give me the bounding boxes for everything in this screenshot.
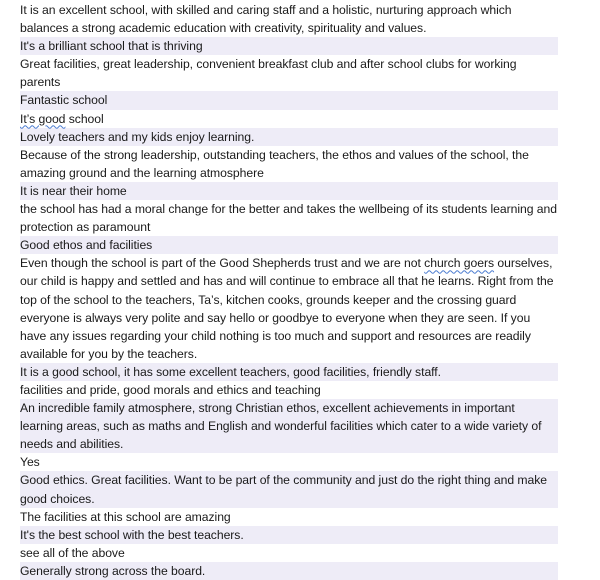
response-row: The facilities at this school are amazing: [20, 508, 558, 526]
response-row: Good ethics. Great facilities. Want to be part of the community and just do the right thing and make good choices.: [20, 471, 558, 507]
response-row: Great facilities, great leadership, convenient breakfast club and after school clubs for working parents: [20, 55, 558, 91]
response-row: Generally strong across the board.: [20, 562, 558, 580]
response-row: [20, 254, 558, 363]
response-row: It's the best school with the best teachers.: [20, 526, 558, 544]
response-row: [20, 110, 558, 128]
response-row: It is near their home: [20, 182, 558, 200]
response-row: Good ethos and facilities: [20, 236, 558, 254]
response-row: Yes: [20, 453, 558, 471]
response-row: It is a good school, it has some excellent teachers, good facilities, friendly staff.: [20, 363, 558, 381]
response-row: It's a brilliant school that is thriving: [20, 37, 558, 55]
response-row: Lovely teachers and my kids enjoy learning.: [20, 128, 558, 146]
spellcheck-flagged-text[interactable]: It’s good: [20, 111, 66, 126]
response-row: the school has had a moral change for the better and takes the wellbeing of its students learning and protection as paramount: [20, 200, 558, 236]
responses-list: [20, 0, 558, 580]
response-row: see all of the above: [20, 544, 558, 562]
response-text: Even though the school is part of the Good Shepherds trust and we are not: [20, 256, 425, 271]
response-row: An incredible family atmosphere, strong Christian ethos, excellent achievements in important learning areas, such as maths and English and wonderful facilities which cater to a wide variety of needs and abilities.: [20, 399, 558, 453]
response-row: Fantastic school: [20, 91, 558, 109]
response-row: facilities and pride, good morals and ethics and teaching: [20, 381, 558, 399]
response-row: It is an excellent school, with skilled and caring staff and a holistic, nurturing approach which balances a strong academic education with creativity, spirituality and values.: [20, 0, 558, 37]
response-row: Because of the strong leadership, outstanding teachers, the ethos and values of the school, the amazing ground and the learning atmosphere: [20, 146, 558, 182]
response-text: ourselves, our child is happy and settled and has and will continue to embrace all that he learns. Right from the top of the school to the teachers, Ta’s, kitchen cooks, grounds keeper and the crossing guard everyone is always very polite and say hello or goodbye to everyone when they are seen. If you have any issues regarding your child nothing is too much and support and resources are readily available for you by the teachers.: [20, 256, 554, 361]
spellcheck-flagged-text[interactable]: church goers: [424, 256, 495, 271]
response-text: school: [65, 111, 104, 126]
